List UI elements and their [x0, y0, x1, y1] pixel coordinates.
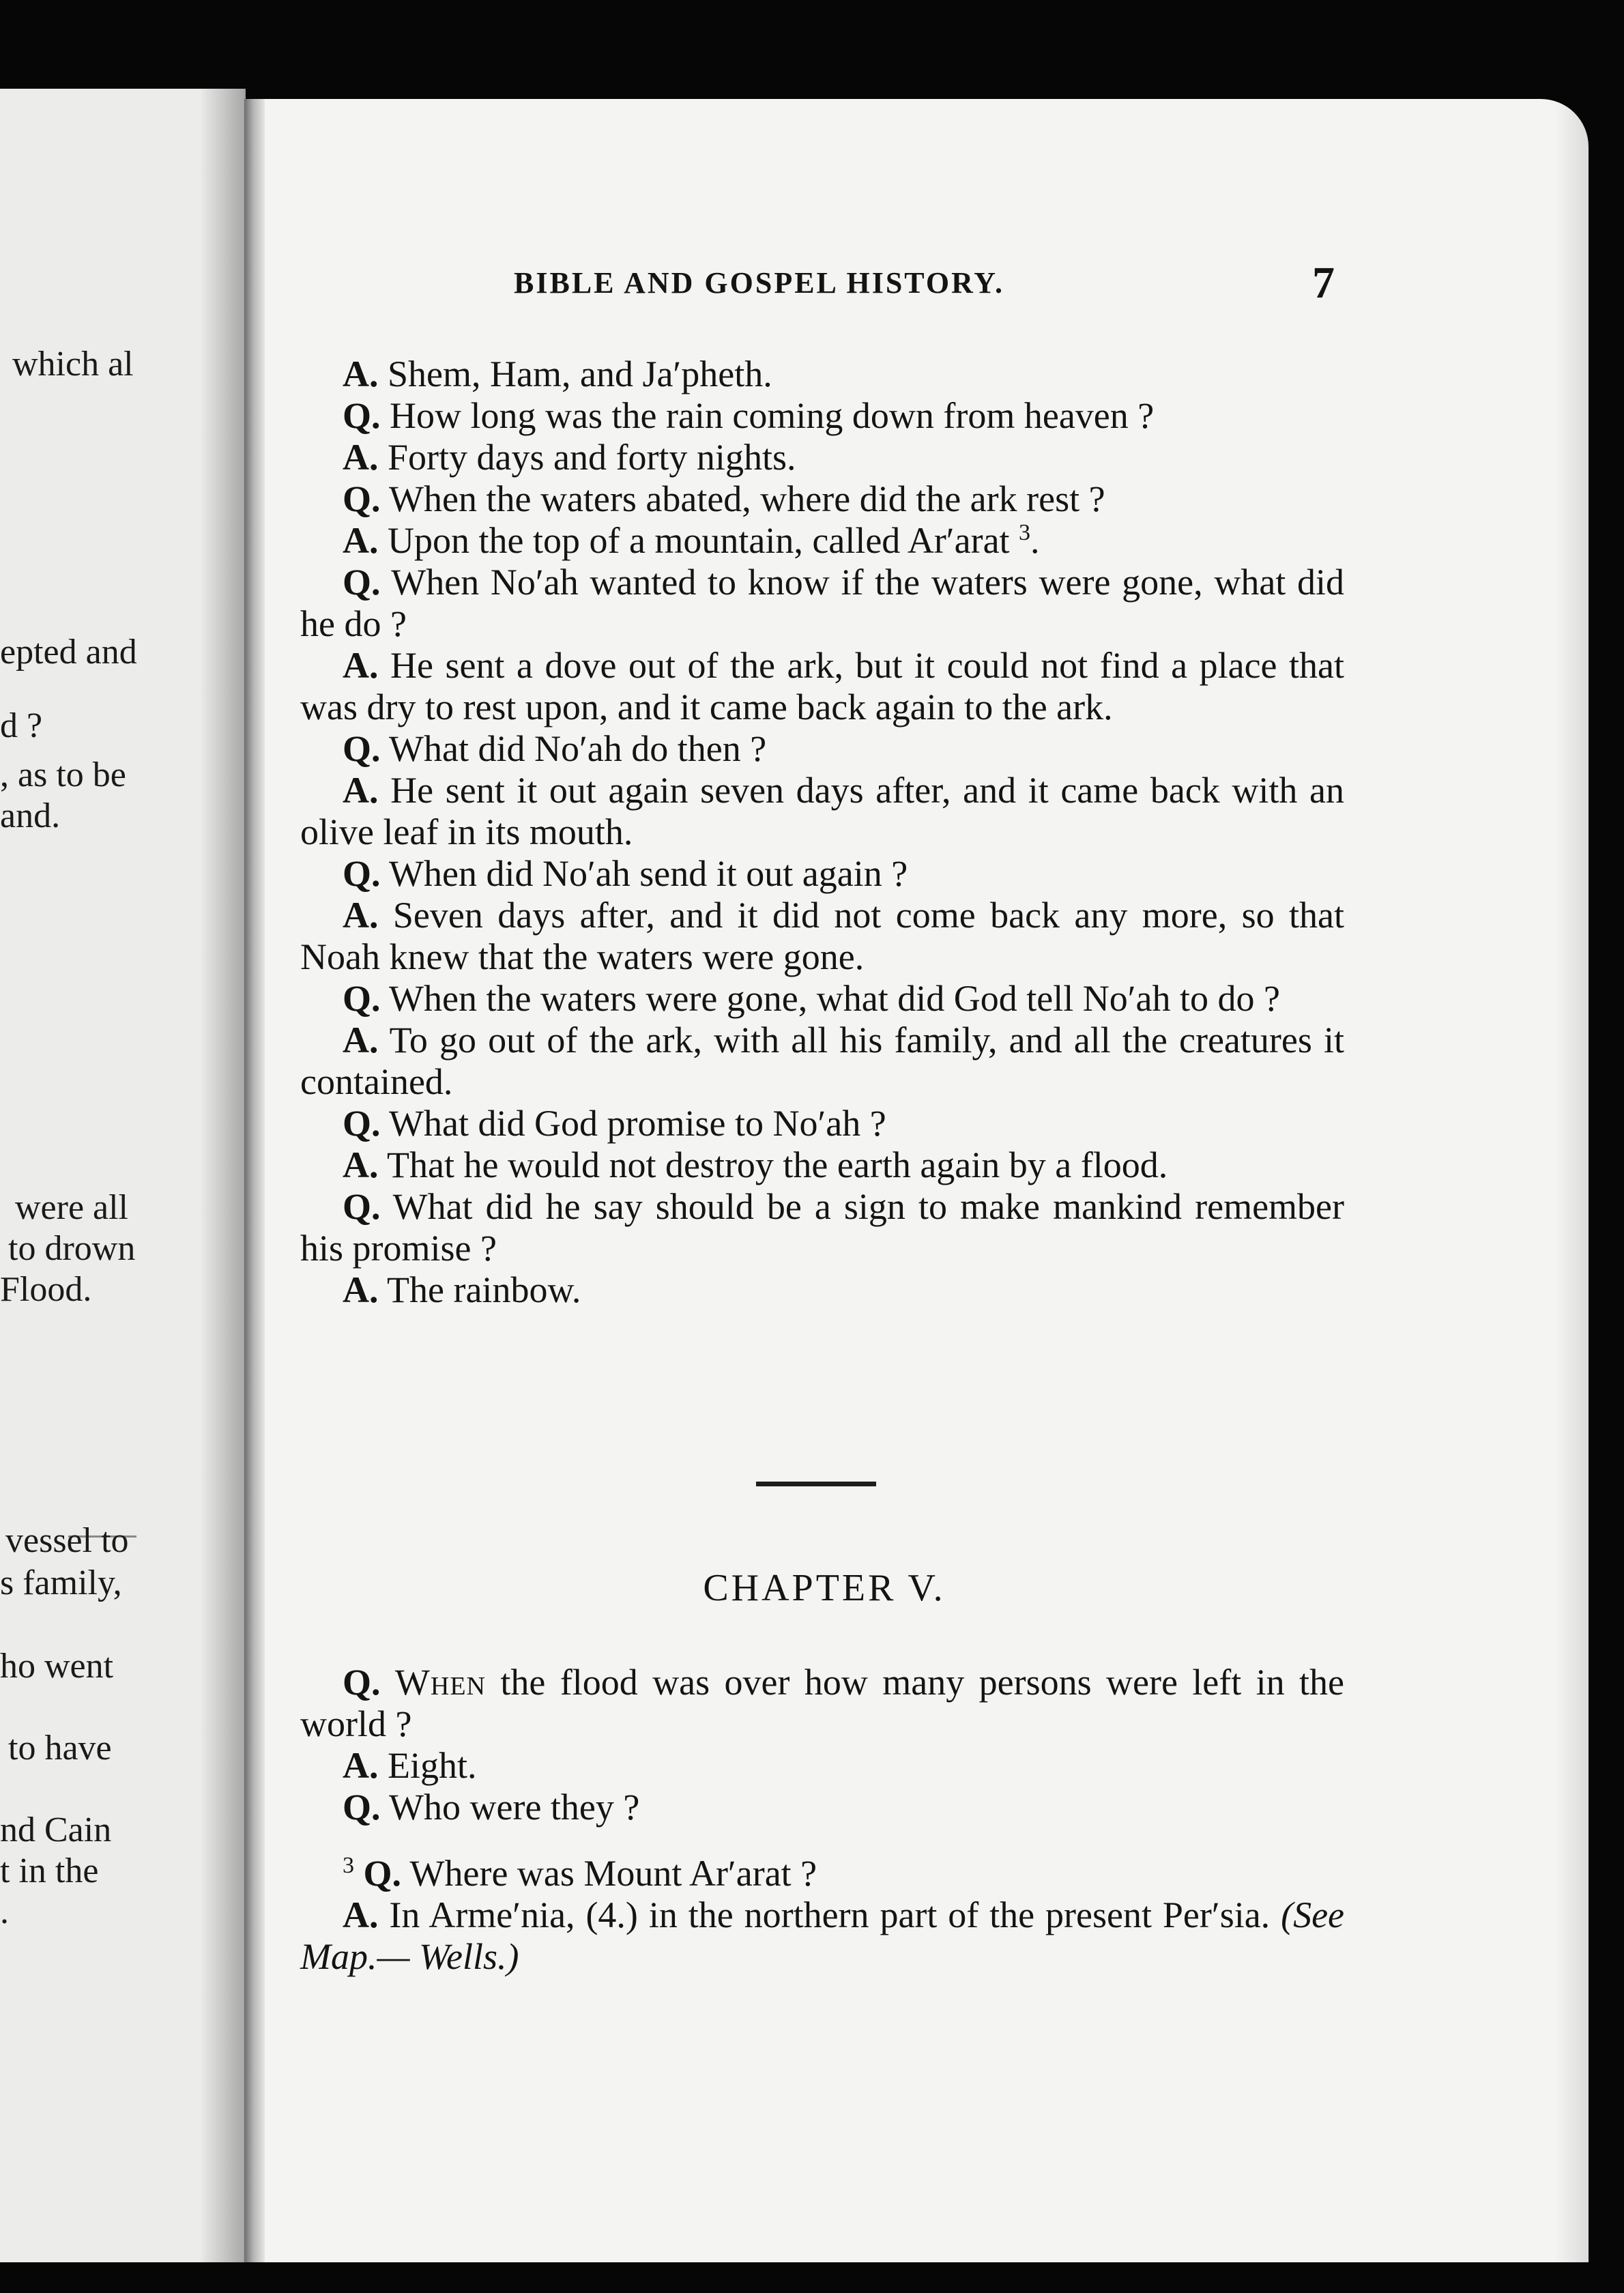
qa-paragraph — [300, 1662, 1344, 1745]
qa-text: Seven days after, and it did not come back any more, so that Noah knew that the waters were gone. — [300, 895, 1344, 977]
footnote — [300, 1853, 1344, 1978]
qa-paragraph — [300, 770, 1344, 853]
footnote-citation: (See Map.— Wells.) — [300, 1894, 1345, 1977]
qa-paragraph — [300, 1144, 1344, 1186]
qa-paragraph — [300, 520, 1344, 562]
running-head: BIBLE AND GOSPEL HISTORY. — [514, 266, 1005, 300]
page-spine-edge — [244, 99, 265, 2293]
left-page-fragment: t in the — [0, 1851, 99, 1890]
left-page-fragment: s family, — [0, 1563, 122, 1602]
qa-tag: Q. — [343, 478, 381, 519]
qa-paragraph — [300, 1745, 1344, 1787]
left-page-fragment: which al — [12, 345, 134, 384]
chapter-heading: CHAPTER V. — [703, 1567, 946, 1609]
qa-tag: A. — [343, 1745, 379, 1786]
qa-tag: A. — [343, 645, 379, 686]
qa-paragraph — [300, 1787, 1344, 1828]
qa-text: Who were they ? — [389, 1787, 640, 1828]
left-page-fragment: . — [0, 1892, 9, 1931]
footnote-mark: 3 — [343, 1853, 354, 1878]
left-page-fragment: ho went — [0, 1647, 114, 1686]
qa-tag: Q. — [343, 1186, 381, 1227]
qa-paragraph — [300, 395, 1344, 437]
section-divider-rule — [756, 1482, 876, 1486]
qa-paragraph — [300, 1269, 1344, 1311]
qa-text: When the waters abated, where did the ark rest ? — [389, 478, 1105, 519]
left-facing-page — [0, 89, 246, 2293]
qa-tag: A. — [343, 437, 379, 478]
gutter-shadow — [199, 89, 246, 2293]
qa-tag: A. — [343, 1269, 379, 1310]
qa-paragraph — [300, 895, 1344, 978]
left-page-fragment: were all — [15, 1188, 129, 1227]
footnote-question — [300, 1853, 1344, 1894]
qa-text: How long was the rain coming down from heaven ? — [390, 395, 1155, 436]
qa-tag: A. — [343, 895, 379, 936]
qa-text-block — [300, 354, 1344, 1311]
qa-text: When did No′ah send it out again ? — [389, 853, 908, 894]
qa-tag: Q. — [343, 395, 381, 436]
page-edge-shade — [1554, 99, 1589, 2293]
qa-tag: Q. — [343, 853, 381, 894]
chapter-qa-block — [300, 1662, 1344, 1828]
left-page-fragment: and. — [0, 796, 61, 835]
left-page-fragment: nd Cain — [0, 1811, 112, 1849]
qa-tag: Q. — [343, 1103, 381, 1144]
footnote-answer-text: In Arme′nia, (4.) in the northern part of the present Per′sia. — [389, 1894, 1271, 1935]
qa-tag: Q. — [363, 1853, 402, 1894]
qa-tag: A. — [343, 1144, 379, 1185]
qa-text: When No′ah wanted to know if the waters were gone, what did he do ? — [300, 562, 1345, 644]
qa-tag: A. — [343, 1894, 379, 1935]
qa-text: That he would not destroy the earth again by a flood. — [387, 1144, 1168, 1185]
qa-paragraph — [300, 1020, 1344, 1103]
qa-text: Forty days and forty nights. — [388, 437, 796, 478]
qa-paragraph — [300, 978, 1344, 1020]
footnote-question-text: Where was Mount Ar′arat ? — [409, 1853, 817, 1894]
qa-text: He sent a dove out of the ark, but it could not find a place that was dry to rest upon, and it came back again to the ark. — [300, 645, 1345, 727]
qa-paragraph — [300, 354, 1344, 395]
qa-tag: Q. — [343, 1787, 381, 1828]
left-page-fragment: epted and — [0, 633, 137, 672]
qa-tag: Q. — [343, 562, 381, 603]
scan-border — [0, 2262, 1624, 2293]
footnote-reference: 3 — [1019, 520, 1031, 545]
qa-tag: A. — [343, 520, 379, 561]
book-page — [244, 99, 1589, 2293]
qa-paragraph — [300, 1186, 1344, 1269]
qa-paragraph — [300, 645, 1344, 728]
left-page-fragment: to drown — [8, 1229, 136, 1268]
qa-paragraph — [300, 1103, 1344, 1144]
qa-lead-word: When — [394, 1662, 486, 1703]
left-page-fragment: vessel to — [5, 1521, 129, 1560]
left-page-fragment: , as to be — [0, 755, 126, 794]
page-number: 7 — [1312, 258, 1335, 308]
qa-tag: Q. — [343, 978, 381, 1019]
qa-paragraph — [300, 728, 1344, 770]
qa-text: What did God promise to No′ah ? — [389, 1103, 886, 1144]
qa-tag: Q. — [343, 728, 381, 769]
qa-paragraph — [300, 853, 1344, 895]
qa-paragraph — [300, 437, 1344, 478]
left-page-fragment: d ? — [0, 706, 43, 745]
qa-paragraph — [300, 478, 1344, 520]
qa-text: Eight. — [388, 1745, 477, 1786]
footnote-answer — [300, 1894, 1344, 1978]
qa-text: To go out of the ark, with all his family, and all the creatures it contained. — [300, 1020, 1344, 1102]
qa-text: the flood was over how many persons were left in the world ? — [300, 1662, 1345, 1744]
qa-paragraph — [300, 562, 1344, 645]
qa-text: He sent it out again seven days after, and it came back with an olive leaf in its mouth. — [300, 770, 1345, 852]
qa-tag: A. — [343, 1020, 379, 1061]
qa-tag: A. — [343, 770, 379, 811]
qa-tag: Q. — [343, 1662, 381, 1703]
qa-text: Shem, Ham, and Ja′pheth. — [388, 354, 772, 394]
qa-text: The rainbow. — [387, 1269, 581, 1310]
qa-text-end: . — [1030, 520, 1040, 561]
qa-text: When the waters were gone, what did God tell No′ah to do ? — [389, 978, 1280, 1019]
qa-tag: A. — [343, 354, 379, 394]
qa-text: What did he say should be a sign to make mankind remember his promise ? — [300, 1186, 1344, 1269]
left-page-fragment: to have — [8, 1729, 112, 1768]
qa-text: Upon the top of a mountain, called Ar′arat — [388, 520, 1010, 561]
qa-text: What did No′ah do then ? — [389, 728, 767, 769]
left-page-fragment: Flood. — [0, 1270, 92, 1309]
